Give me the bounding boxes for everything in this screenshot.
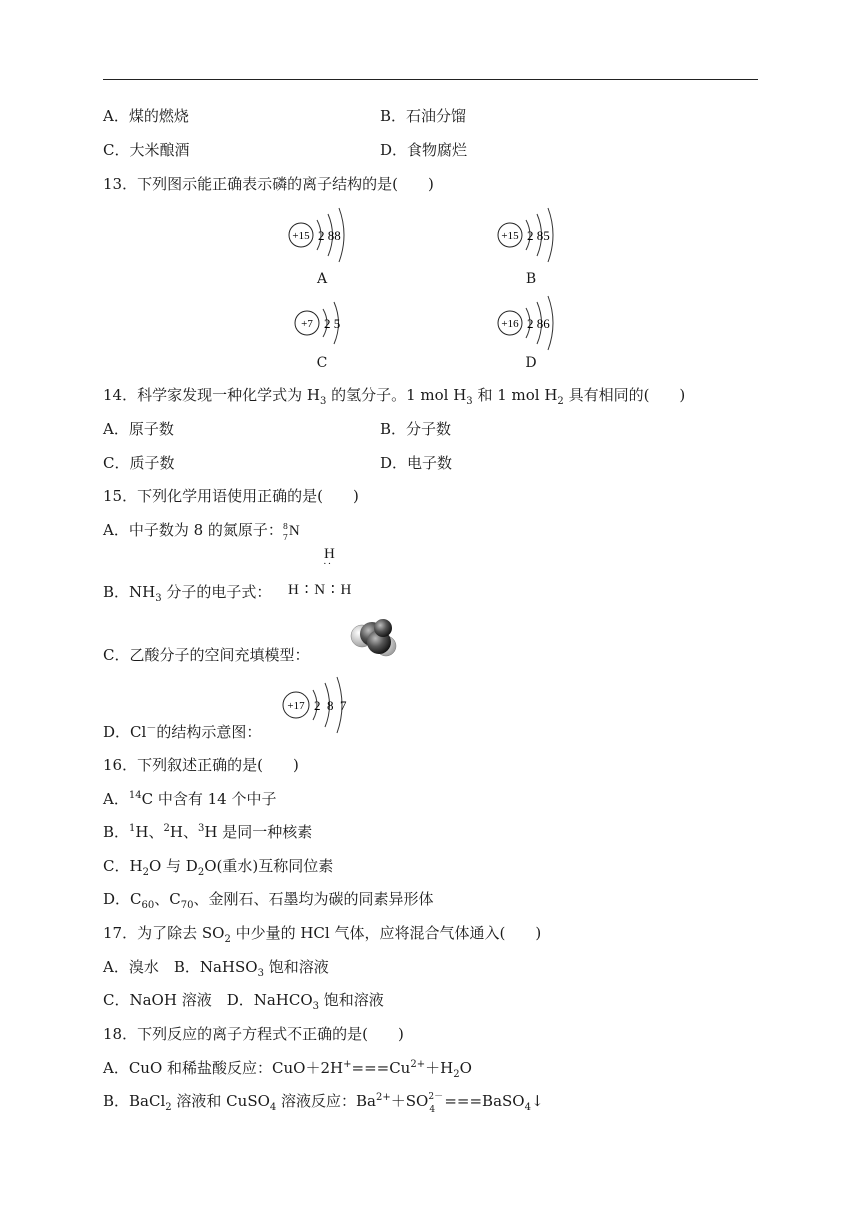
q13-label-d: D (525, 355, 537, 371)
nucleus-label: +17 (287, 700, 305, 712)
q13-diagram-d (496, 294, 576, 352)
sulfate-scripts: 2－ 4 (428, 1092, 444, 1115)
q17-stem: 17．为了除去 $SO_2$ 中少量的 HCl 气体，应将混合气体通入( ) (103, 924, 542, 945)
shell-labels: 2 85 (527, 228, 550, 243)
shell-labels: 2 86 (527, 316, 550, 331)
shell-labels: 2 8 7 (314, 698, 347, 713)
q17-options-ab: A．溴水 B．NaHSO$_3$ 饱和溶液 (103, 958, 329, 979)
nucleus-label: +15 (501, 230, 519, 242)
q14-option-b: B．分子数 (380, 420, 452, 438)
q16-option-b: B．$^1$H、$^2$H、$^3$H 是同一种核素 (103, 823, 313, 841)
q13-label-a: A (316, 271, 328, 287)
q12-option-a: A．煤的燃烧 (103, 107, 189, 125)
q14-option-d: D．电子数 (380, 454, 453, 472)
q13-stem: 13．下列图示能正确表示磷的离子结构的是( ) (103, 175, 434, 193)
q18-option-b: B．BaCl$_2$ 溶液和 CuSO$_4$ 溶液反应：$Ba^{2+}+SO$ 2－ 4 ===BaSO$_4$↓ (103, 1092, 544, 1115)
acetic-acid-space-filling-model (348, 616, 400, 660)
q12-option-d: D．食物腐烂 (380, 141, 468, 159)
q12-option-c: C．大米酿酒 (103, 141, 190, 159)
q18-stem: 18．下列反应的离子方程式不正确的是( ) (103, 1025, 404, 1043)
q15-option-c: C．乙酸分子的空间充填模型： (103, 646, 310, 664)
q14-option-c: C．质子数 (103, 454, 175, 472)
nucleus-label: +15 (292, 230, 310, 242)
q16-option-c: C．$H_2O$ 与 $D_2O$(重水)互称同位素 (103, 857, 334, 878)
q13-diagram-c (293, 298, 363, 348)
q15-option-d: D．Cl－的结构示意图： (103, 723, 262, 741)
q12-option-b: B．石油分馏 (380, 107, 467, 125)
q16-option-d: D．$C_{60}$、$C_{70}$、金刚石、石墨均为碳的同素异形体 (103, 890, 434, 911)
q18-option-a: A．CuO 和稀盐酸反应：$CuO+2H^+===Cu^{2+}+H_2O$ (103, 1059, 472, 1080)
q16-option-a: A．$^{14}$C 中含有 14 个中子 (103, 790, 277, 808)
q15-option-a: A．中子数为 8 的氮原子： 8 7 N (103, 521, 300, 542)
q17-options-cd: C．NaOH 溶液 D．NaHCO$_3$ 饱和溶液 (103, 991, 384, 1012)
shell-labels: 2 88 (318, 228, 341, 243)
nucleus-label: +7 (301, 318, 313, 330)
q13-label-b: B (525, 271, 537, 287)
q15-option-b: B．$NH_3$ 分子的电子式： (103, 583, 272, 604)
nucleus-label: +16 (501, 318, 519, 330)
main-row: H ∶ N ∶ H (288, 582, 353, 598)
shell-labels: 2 5 (324, 316, 341, 331)
q14-stem: 14．科学家发现一种化学式为 $H_3$ 的氢分子。1 mol $H_3$ 和 1 mol $H_2$ 具有相同的( ) (103, 386, 686, 407)
nuclide-scripts: 8 7 (282, 522, 289, 542)
q14-option-a: A．原子数 (103, 420, 174, 438)
q15-electron-formula (288, 546, 378, 598)
q13-diagram-b (496, 206, 576, 264)
q13-diagram-a (287, 206, 367, 264)
q15-stem: 15．下列化学用语使用正确的是( ) (103, 487, 359, 505)
top-h: H (324, 546, 336, 562)
header-rule (103, 79, 758, 80)
q13-label-c: C (316, 355, 328, 371)
lone-pair-dots: ·· (323, 558, 333, 570)
cl-ion-structure-diagram (281, 675, 361, 735)
q16-stem: 16．下列叙述正确的是( ) (103, 756, 299, 774)
